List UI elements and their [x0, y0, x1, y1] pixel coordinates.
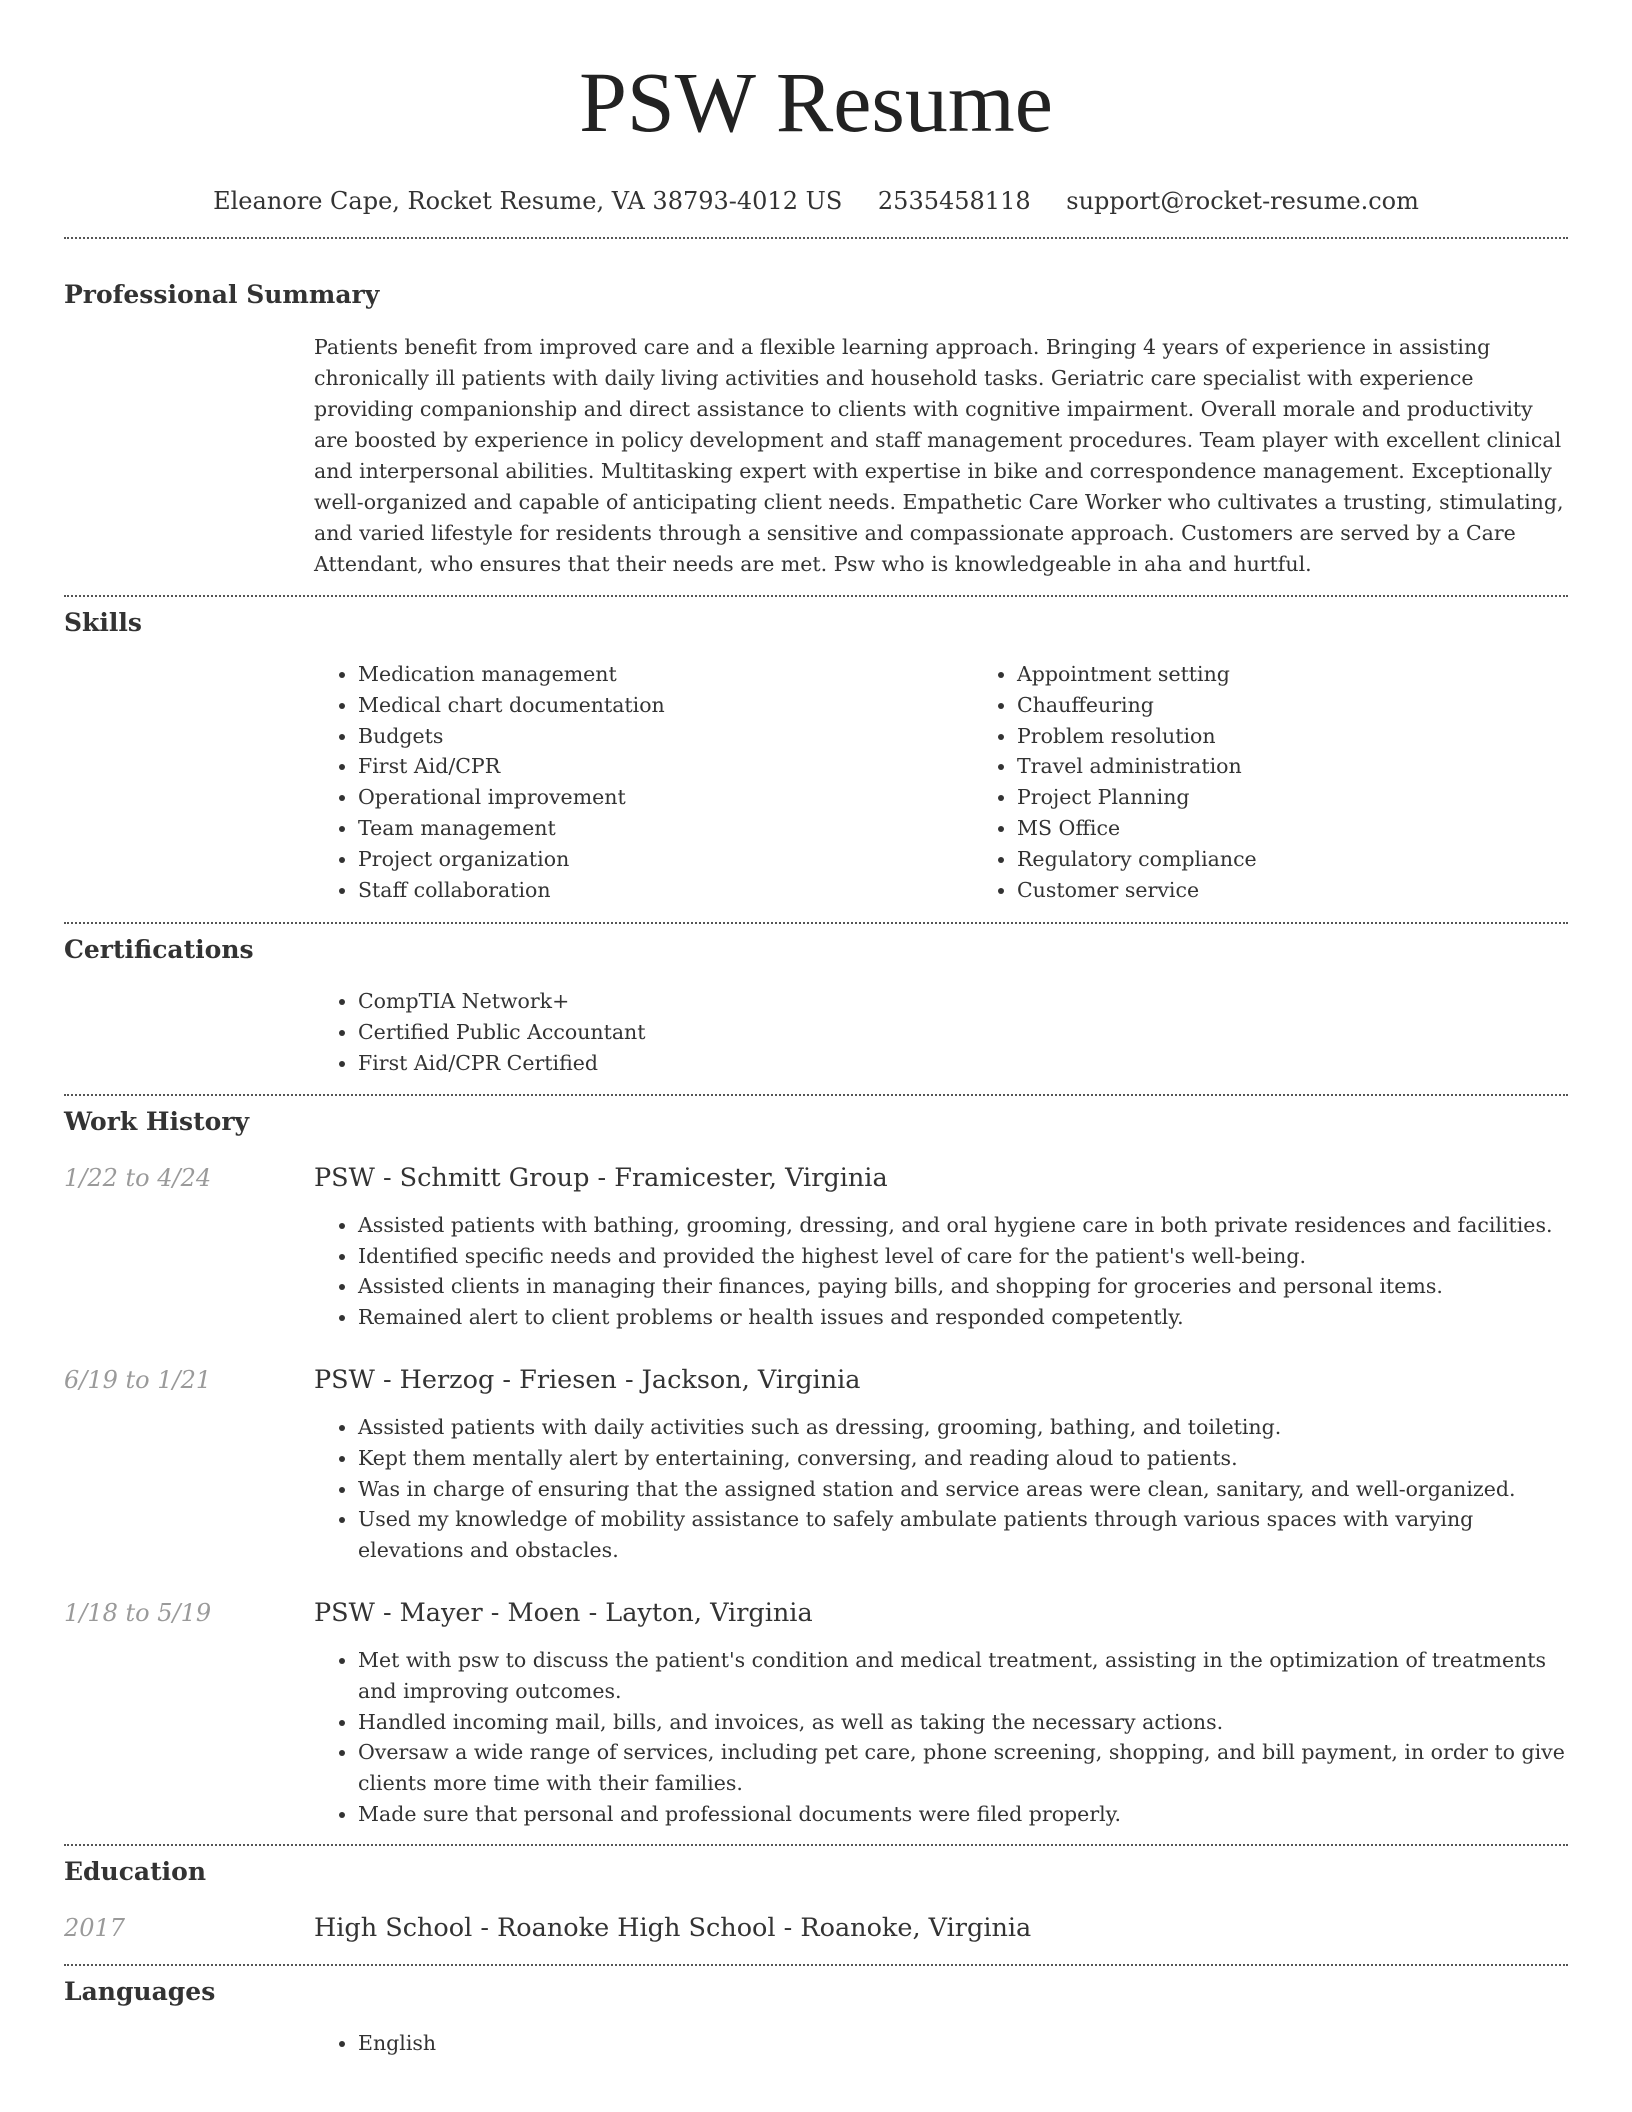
job-bullet: • Assisted clients in managing their finances, paying bills, and shopping for groceries and personal items. [358, 1271, 1568, 1302]
skills-list-right [973, 659, 1632, 905]
job-bullet: • Remained alert to client problems or health issues and responded competently. [358, 1302, 1568, 1333]
certification-item: • Certified Public Accountant [358, 1017, 1568, 1048]
divider [64, 1844, 1568, 1846]
skill-item: • First Aid/CPR [358, 751, 973, 782]
skill-item: • Chauffeuring [1017, 690, 1632, 721]
job-bullet: • Assisted patients with bathing, grooming, dressing, and oral hygiene care in both private residences and facilities. [358, 1210, 1568, 1241]
job-bullet: • Handled incoming mail, bills, and invoices, as well as taking the necessary actions. [358, 1707, 1568, 1738]
job-bullet: • Identified specific needs and provided the highest level of care for the patient's well-being. [358, 1241, 1568, 1272]
contact-address: Eleanore Cape, Rocket Resume, VA 38793-4012 US [213, 187, 843, 215]
language-item: • English [358, 2028, 1568, 2059]
skill-item: • Medical chart documentation [358, 690, 973, 721]
job-entry [64, 1364, 1568, 1566]
section-title-work-history: Work History [64, 1106, 250, 1136]
work-history-list [64, 1162, 1568, 1830]
skill-item: • Project organization [358, 844, 973, 875]
skills-row [64, 659, 1568, 905]
divider [64, 1964, 1568, 1966]
job-bullet: • Assisted patients with daily activities such as dressing, grooming, bathing, and toileting. [358, 1412, 1568, 1443]
job-dates: 6/19 to 1/21 [64, 1365, 212, 1394]
section-title-skills: Skills [64, 608, 142, 637]
summary-row [64, 332, 1568, 580]
skills-list-left [314, 659, 973, 905]
skill-item: • Customer service [1017, 875, 1632, 906]
job-bullets [314, 1645, 1568, 1830]
job-bullet: • Kept them mentally alert by entertaining, conversing, and reading aloud to patients. [358, 1443, 1568, 1474]
job-title: PSW - Herzog - Friesen - Jackson, Virginia [314, 1364, 861, 1395]
job-bullets [314, 1412, 1568, 1566]
education-row [64, 1912, 1568, 1944]
certifications-list [314, 986, 1568, 1078]
resume-title: PSW Resume [579, 54, 1053, 150]
contact-email: support@rocket-resume.com [1066, 187, 1419, 215]
job-title: PSW - Mayer - Moen - Layton, Virginia [314, 1597, 813, 1628]
skill-item: • Project Planning [1017, 782, 1632, 813]
divider [64, 595, 1568, 597]
skill-item: • Staff collaboration [358, 875, 973, 906]
divider [64, 922, 1568, 924]
contact-line [64, 186, 1568, 216]
skill-item: • Travel administration [1017, 751, 1632, 782]
education-degree: High School - Roanoke High School - Roanoke, Virginia [314, 1912, 1032, 1943]
job-bullets [314, 1210, 1568, 1333]
divider [64, 237, 1568, 239]
section-title-certifications: Certifications [64, 935, 254, 965]
skill-item: • Budgets [358, 721, 973, 752]
skill-item: • Medication management [358, 659, 973, 690]
job-title: PSW - Schmitt Group - Framicester, Virginia [314, 1162, 888, 1193]
summary-text: Patients benefit from improved care and a flexible learning approach. Bringing 4 years of experience in assisting chronically ill patients with daily living activities and household tasks. Geriatric care specialist with experience providing companionship and direct assistance to clients with cognitive impairment. Overall morale and productivity are boosted by experience in policy development and staff management procedures. Team player with excellent clinical and interpersonal abilities. Multitasking expert with expertise in bike and correspondence management. Exceptionally well-organized and capable of anticipating client needs. Empathetic Care Worker who cultivates a trusting, stimulating, and varied lifestyle for residents through a sensitive and compassionate approach. Customers are served by a Care Attendant, who ensures that their needs are met. Psw who is knowledgeable in aha and hurtful. [314, 335, 1564, 576]
certification-item: • First Aid/CPR Certified [358, 1048, 1568, 1079]
section-title-education: Education [64, 1856, 207, 1886]
skill-item: • Regulatory compliance [1017, 844, 1632, 875]
job-bullet: • Made sure that personal and professional documents were filed properly. [358, 1799, 1568, 1830]
skill-item: • Problem resolution [1017, 721, 1632, 752]
skill-item: • Team management [358, 813, 973, 844]
job-bullet: • Met with psw to discuss the patient's condition and medical treatment, assisting in the optimization of treatments and improving outcomes. [358, 1645, 1568, 1707]
languages-list [314, 2028, 1568, 2059]
certification-item: • CompTIA Network+ [358, 986, 1568, 1017]
languages-row [64, 2028, 1568, 2059]
job-entry [64, 1162, 1568, 1333]
divider [64, 1094, 1568, 1096]
skills-grid [314, 659, 1632, 905]
job-bullet: • Oversaw a wide range of services, including pet care, phone screening, shopping, and bill payment, in order to give clients more time with their families. [358, 1737, 1568, 1799]
job-bullet: • Was in charge of ensuring that the assigned station and service areas were clean, sanitary, and well-organized. [358, 1474, 1568, 1505]
skill-item: • Operational improvement [358, 782, 973, 813]
skill-item: • MS Office [1017, 813, 1632, 844]
certifications-row [64, 986, 1568, 1078]
job-dates: 1/22 to 4/24 [64, 1163, 212, 1192]
skill-item: • Appointment setting [1017, 659, 1632, 690]
education-year: 2017 [64, 1913, 126, 1942]
job-entry [64, 1597, 1568, 1830]
contact-phone: 2535458118 [877, 187, 1031, 215]
section-title-summary: Professional Summary [64, 280, 380, 309]
job-dates: 1/18 to 5/19 [64, 1598, 212, 1627]
section-title-languages: Languages [64, 1976, 216, 2006]
job-bullet: • Used my knowledge of mobility assistance to safely ambulate patients through various spaces with varying elevations and obstacles. [358, 1504, 1568, 1566]
